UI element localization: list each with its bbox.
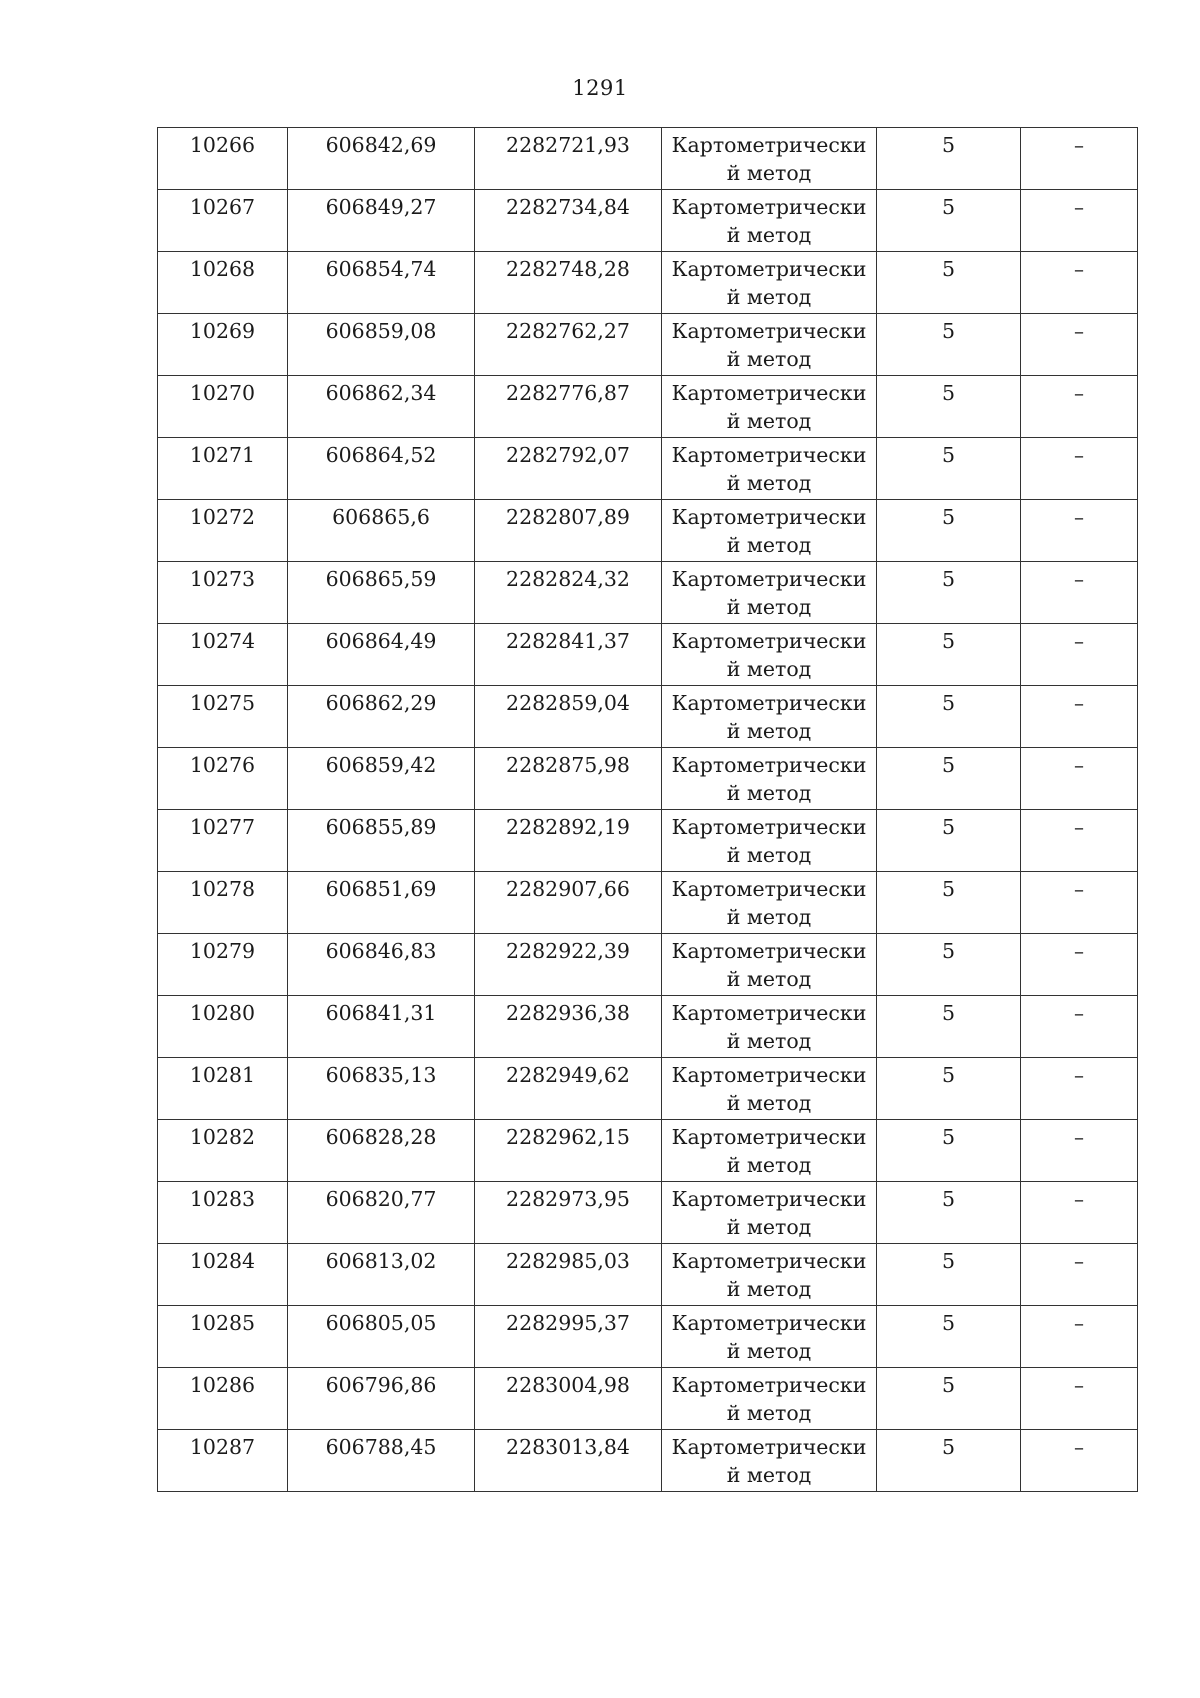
x-coordinate-cell: 606796,86 (288, 1368, 475, 1430)
page-number: 1291 (572, 76, 628, 100)
note-cell: – (1021, 438, 1138, 500)
y-coordinate-cell: 2282776,87 (475, 376, 662, 438)
x-coordinate-cell: 606851,69 (288, 872, 475, 934)
method-cell (662, 1430, 877, 1492)
method-line-1: Картометрически (671, 1063, 867, 1087)
y-coordinate-cell: 2282792,07 (475, 438, 662, 500)
accuracy-cell: 5 (877, 562, 1021, 624)
note-cell: – (1021, 500, 1138, 562)
accuracy-cell: 5 (877, 314, 1021, 376)
method-line-2: й метод (726, 1153, 812, 1177)
table-row (158, 686, 1138, 748)
method-line-1: Картометрически (671, 877, 867, 901)
y-coordinate-cell: 2282985,03 (475, 1244, 662, 1306)
method-cell (662, 872, 877, 934)
y-coordinate-cell: 2282973,95 (475, 1182, 662, 1244)
x-coordinate-cell: 606805,05 (288, 1306, 475, 1368)
method-line-1: Картометрически (671, 567, 867, 591)
accuracy-cell: 5 (877, 624, 1021, 686)
table-row (158, 872, 1138, 934)
point-number-cell: 10277 (158, 810, 288, 872)
x-coordinate-cell: 606864,49 (288, 624, 475, 686)
table-row (158, 1120, 1138, 1182)
table-row (158, 1244, 1138, 1306)
note-cell: – (1021, 624, 1138, 686)
point-number-cell: 10278 (158, 872, 288, 934)
y-coordinate-cell: 2282936,38 (475, 996, 662, 1058)
y-coordinate-cell: 2283004,98 (475, 1368, 662, 1430)
accuracy-cell: 5 (877, 1430, 1021, 1492)
note-cell: – (1021, 1058, 1138, 1120)
method-cell (662, 686, 877, 748)
method-line-2: й метод (726, 1339, 812, 1363)
method-line-1: Картометрически (671, 1187, 867, 1211)
accuracy-cell: 5 (877, 1244, 1021, 1306)
table-row (158, 376, 1138, 438)
x-coordinate-cell: 606849,27 (288, 190, 475, 252)
method-line-2: й метод (726, 781, 812, 805)
point-number-cell: 10285 (158, 1306, 288, 1368)
point-number-cell: 10275 (158, 686, 288, 748)
method-cell (662, 252, 877, 314)
table-row (158, 810, 1138, 872)
method-cell (662, 1244, 877, 1306)
accuracy-cell: 5 (877, 1058, 1021, 1120)
note-cell: – (1021, 128, 1138, 190)
method-line-1: Картометрически (671, 1373, 867, 1397)
method-line-2: й метод (726, 905, 812, 929)
method-cell (662, 1058, 877, 1120)
x-coordinate-cell: 606820,77 (288, 1182, 475, 1244)
method-line-2: й метод (726, 967, 812, 991)
method-cell (662, 128, 877, 190)
method-line-2: й метод (726, 1029, 812, 1053)
point-number-cell: 10273 (158, 562, 288, 624)
accuracy-cell: 5 (877, 438, 1021, 500)
x-coordinate-cell: 606862,29 (288, 686, 475, 748)
method-cell (662, 438, 877, 500)
method-line-1: Картометрически (671, 257, 867, 281)
x-coordinate-cell: 606841,31 (288, 996, 475, 1058)
y-coordinate-cell: 2282995,37 (475, 1306, 662, 1368)
y-coordinate-cell: 2282734,84 (475, 190, 662, 252)
y-coordinate-cell: 2282949,62 (475, 1058, 662, 1120)
coordinates-table-body (158, 128, 1138, 1492)
method-line-1: Картометрически (671, 1249, 867, 1273)
method-cell (662, 500, 877, 562)
method-cell (662, 562, 877, 624)
y-coordinate-cell: 2282807,89 (475, 500, 662, 562)
method-cell (662, 810, 877, 872)
method-line-2: й метод (726, 1215, 812, 1239)
point-number-cell: 10286 (158, 1368, 288, 1430)
method-line-2: й метод (726, 1091, 812, 1115)
method-line-2: й метод (726, 223, 812, 247)
accuracy-cell: 5 (877, 748, 1021, 810)
method-line-1: Картометрически (671, 319, 867, 343)
point-number-cell: 10279 (158, 934, 288, 996)
method-line-1: Картометрически (671, 381, 867, 405)
point-number-cell: 10272 (158, 500, 288, 562)
method-cell (662, 1306, 877, 1368)
method-line-2: й метод (726, 471, 812, 495)
y-coordinate-cell: 2282859,04 (475, 686, 662, 748)
y-coordinate-cell: 2282841,37 (475, 624, 662, 686)
note-cell: – (1021, 810, 1138, 872)
method-line-2: й метод (726, 347, 812, 371)
method-line-1: Картометрически (671, 1435, 867, 1459)
note-cell: – (1021, 252, 1138, 314)
method-line-1: Картометрически (671, 505, 867, 529)
x-coordinate-cell: 606864,52 (288, 438, 475, 500)
method-line-1: Картометрически (671, 939, 867, 963)
accuracy-cell: 5 (877, 376, 1021, 438)
note-cell: – (1021, 872, 1138, 934)
method-line-2: й метод (726, 657, 812, 681)
accuracy-cell: 5 (877, 128, 1021, 190)
point-number-cell: 10268 (158, 252, 288, 314)
note-cell: – (1021, 562, 1138, 624)
method-cell (662, 190, 877, 252)
table-row (158, 190, 1138, 252)
y-coordinate-cell: 2282762,27 (475, 314, 662, 376)
method-line-1: Картометрически (671, 815, 867, 839)
method-line-1: Картометрически (671, 1001, 867, 1025)
method-cell (662, 1368, 877, 1430)
x-coordinate-cell: 606859,08 (288, 314, 475, 376)
method-line-2: й метод (726, 1277, 812, 1301)
point-number-cell: 10287 (158, 1430, 288, 1492)
y-coordinate-cell: 2282824,32 (475, 562, 662, 624)
method-cell (662, 1120, 877, 1182)
point-number-cell: 10266 (158, 128, 288, 190)
y-coordinate-cell: 2282962,15 (475, 1120, 662, 1182)
note-cell: – (1021, 314, 1138, 376)
coordinates-table (157, 127, 1138, 1492)
method-cell (662, 376, 877, 438)
accuracy-cell: 5 (877, 500, 1021, 562)
method-line-1: Картометрически (671, 1311, 867, 1335)
note-cell: – (1021, 996, 1138, 1058)
accuracy-cell: 5 (877, 872, 1021, 934)
method-line-1: Картометрически (671, 195, 867, 219)
x-coordinate-cell: 606859,42 (288, 748, 475, 810)
accuracy-cell: 5 (877, 934, 1021, 996)
table-row (158, 314, 1138, 376)
method-line-2: й метод (726, 409, 812, 433)
point-number-cell: 10281 (158, 1058, 288, 1120)
table-row (158, 500, 1138, 562)
table-row (158, 624, 1138, 686)
table-row (158, 1058, 1138, 1120)
x-coordinate-cell: 606788,45 (288, 1430, 475, 1492)
note-cell: – (1021, 376, 1138, 438)
y-coordinate-cell: 2282748,28 (475, 252, 662, 314)
x-coordinate-cell: 606828,28 (288, 1120, 475, 1182)
method-line-1: Картометрически (671, 753, 867, 777)
table-row (158, 1368, 1138, 1430)
y-coordinate-cell: 2282922,39 (475, 934, 662, 996)
method-line-2: й метод (726, 161, 812, 185)
table-row (158, 1430, 1138, 1492)
x-coordinate-cell: 606813,02 (288, 1244, 475, 1306)
point-number-cell: 10284 (158, 1244, 288, 1306)
table-row (158, 128, 1138, 190)
method-line-1: Картометрически (671, 443, 867, 467)
x-coordinate-cell: 606865,6 (288, 500, 475, 562)
method-cell (662, 624, 877, 686)
x-coordinate-cell: 606862,34 (288, 376, 475, 438)
table-row (158, 562, 1138, 624)
x-coordinate-cell: 606865,59 (288, 562, 475, 624)
table-row (158, 934, 1138, 996)
accuracy-cell: 5 (877, 810, 1021, 872)
note-cell: – (1021, 1306, 1138, 1368)
accuracy-cell: 5 (877, 1120, 1021, 1182)
y-coordinate-cell: 2282875,98 (475, 748, 662, 810)
x-coordinate-cell: 606855,89 (288, 810, 475, 872)
accuracy-cell: 5 (877, 190, 1021, 252)
note-cell: – (1021, 1430, 1138, 1492)
method-line-2: й метод (726, 595, 812, 619)
accuracy-cell: 5 (877, 1368, 1021, 1430)
method-line-1: Картометрически (671, 629, 867, 653)
y-coordinate-cell: 2282892,19 (475, 810, 662, 872)
y-coordinate-cell: 2282907,66 (475, 872, 662, 934)
x-coordinate-cell: 606854,74 (288, 252, 475, 314)
table-row (158, 1182, 1138, 1244)
method-line-2: й метод (726, 1401, 812, 1425)
method-line-2: й метод (726, 285, 812, 309)
method-cell (662, 934, 877, 996)
method-cell (662, 748, 877, 810)
accuracy-cell: 5 (877, 1182, 1021, 1244)
table-row (158, 438, 1138, 500)
x-coordinate-cell: 606835,13 (288, 1058, 475, 1120)
point-number-cell: 10280 (158, 996, 288, 1058)
point-number-cell: 10274 (158, 624, 288, 686)
method-line-2: й метод (726, 533, 812, 557)
y-coordinate-cell: 2283013,84 (475, 1430, 662, 1492)
x-coordinate-cell: 606842,69 (288, 128, 475, 190)
point-number-cell: 10267 (158, 190, 288, 252)
method-cell (662, 314, 877, 376)
note-cell: – (1021, 1368, 1138, 1430)
table-row (158, 996, 1138, 1058)
method-line-1: Картометрически (671, 1125, 867, 1149)
point-number-cell: 10283 (158, 1182, 288, 1244)
point-number-cell: 10276 (158, 748, 288, 810)
accuracy-cell: 5 (877, 996, 1021, 1058)
note-cell: – (1021, 748, 1138, 810)
table-row (158, 252, 1138, 314)
point-number-cell: 10269 (158, 314, 288, 376)
method-line-2: й метод (726, 1463, 812, 1487)
y-coordinate-cell: 2282721,93 (475, 128, 662, 190)
method-line-2: й метод (726, 719, 812, 743)
method-cell (662, 1182, 877, 1244)
note-cell: – (1021, 190, 1138, 252)
note-cell: – (1021, 1120, 1138, 1182)
accuracy-cell: 5 (877, 252, 1021, 314)
method-line-1: Картометрически (671, 691, 867, 715)
table-row (158, 1306, 1138, 1368)
method-cell (662, 996, 877, 1058)
note-cell: – (1021, 934, 1138, 996)
accuracy-cell: 5 (877, 686, 1021, 748)
method-line-1: Картометрически (671, 133, 867, 157)
table-row (158, 748, 1138, 810)
point-number-cell: 10271 (158, 438, 288, 500)
point-number-cell: 10282 (158, 1120, 288, 1182)
method-line-2: й метод (726, 843, 812, 867)
x-coordinate-cell: 606846,83 (288, 934, 475, 996)
note-cell: – (1021, 686, 1138, 748)
note-cell: – (1021, 1244, 1138, 1306)
note-cell: – (1021, 1182, 1138, 1244)
point-number-cell: 10270 (158, 376, 288, 438)
accuracy-cell: 5 (877, 1306, 1021, 1368)
